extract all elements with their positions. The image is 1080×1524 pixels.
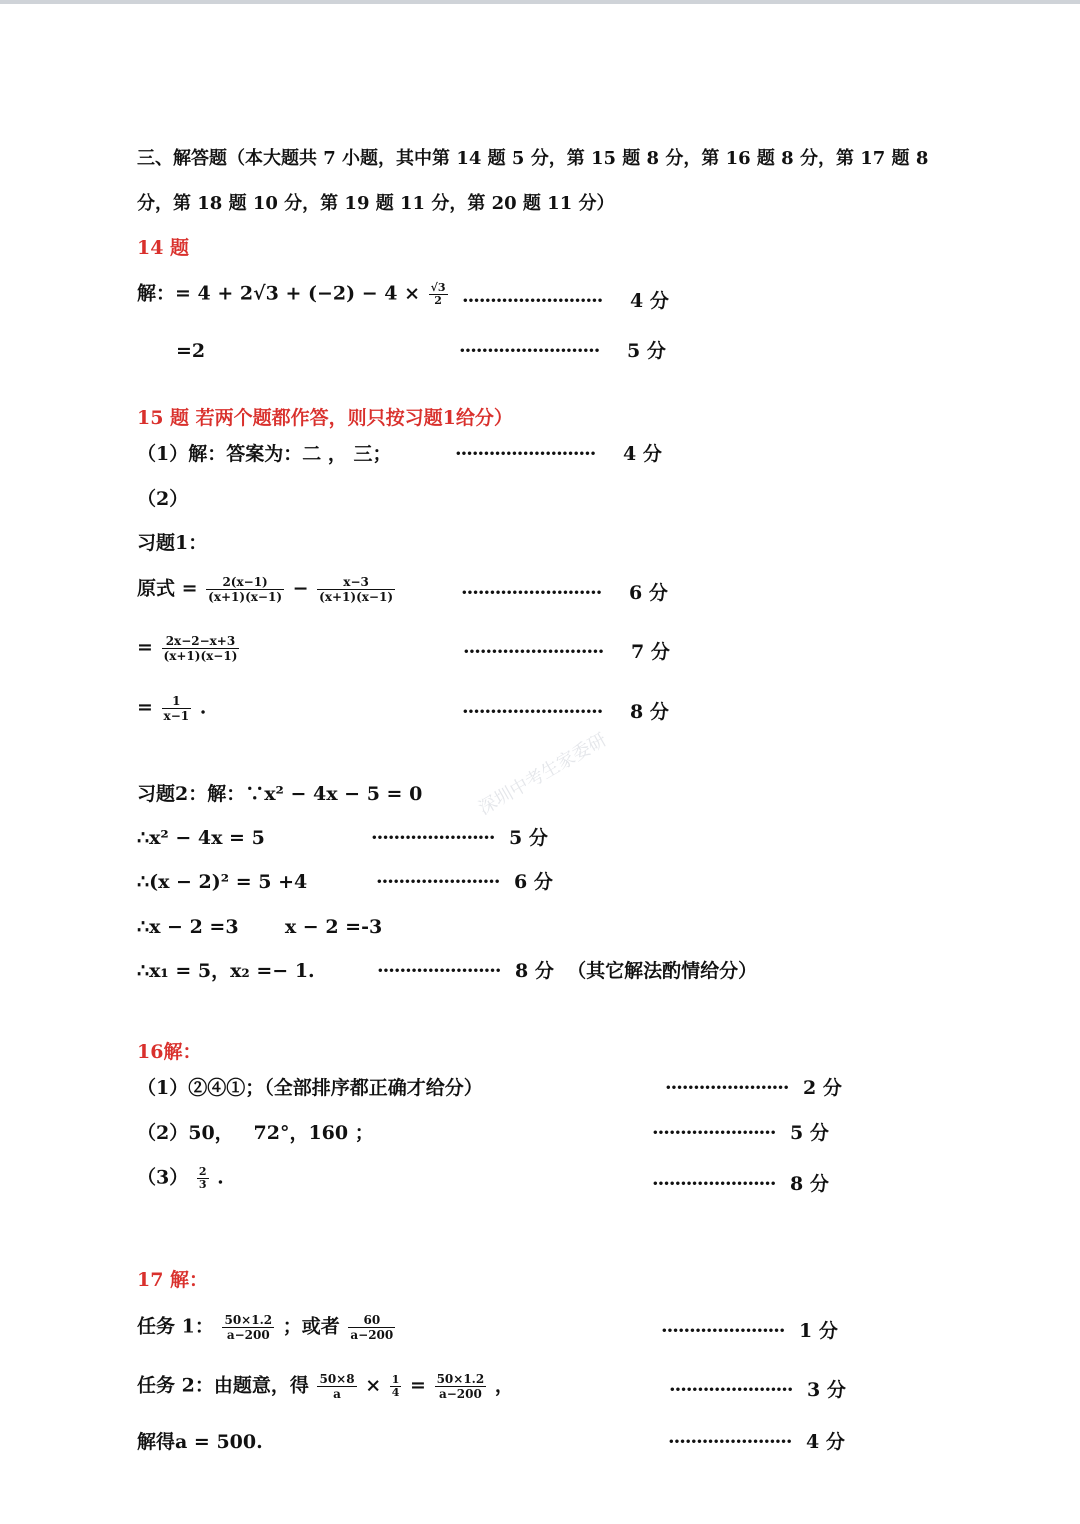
q17-task2-fraction1-num: 50×8 xyxy=(319,1372,355,1386)
q17-task3: 解得a = 500. xyxy=(137,1431,263,1453)
q17-task2-score: 3 分 xyxy=(807,1379,846,1401)
q16-part3 xyxy=(137,1166,224,1191)
q16-title: 16解： xyxy=(137,1041,202,1063)
q15-ex1-fraction3-den: (x+1)(x−1) xyxy=(163,649,238,663)
q17-task2-dots: ······················ xyxy=(669,1379,793,1401)
q15-ex1-step3-suffix: . xyxy=(199,696,207,719)
q15-ex1-fraction4-den: x−1 xyxy=(163,709,190,723)
q17-task1-fraction1-den: a−200 xyxy=(226,1328,270,1342)
q16-part3-dots: ······················ xyxy=(652,1173,776,1195)
q15-ex1-step2-dots: ························· xyxy=(463,641,604,663)
q15-ex2-step3-score: 6 分 xyxy=(514,871,553,893)
q15-ex1-step3-dots: ························· xyxy=(462,701,603,723)
q15-ex1-step2-score: 7 分 xyxy=(631,641,670,663)
section-header-line2: 分，第 18 题 10 分，第 19 题 11 分，第 20 题 11 分） xyxy=(137,193,615,214)
q15-ex1-fraction2-den: (x+1)(x−1) xyxy=(319,590,393,604)
q15-title: 15 题 若两个题都作答，则只按习题1给分） xyxy=(137,407,513,429)
q15-part1-score: 4 分 xyxy=(623,443,662,465)
q15-ex2-step5-score: 8 分 （其它解法酌情给分） xyxy=(515,960,758,982)
q14-step1-expr: 解：= 4 + 2√3 + (−2) − 4 × xyxy=(137,282,421,305)
q15-ex2-step5: ∴x₁ = 5，x₂ =− 1. xyxy=(137,960,315,982)
q15-ex1-fraction4-num: 1 xyxy=(162,694,192,709)
q17-task1-label: 任务 1： xyxy=(137,1315,214,1338)
q15-exercise1-label: 习题1： xyxy=(137,532,208,554)
q16-part3-suffix: . xyxy=(217,1166,224,1189)
q15-ex1-step2-prefix: = xyxy=(137,636,153,659)
q16-part3-fraction-den: 3 xyxy=(198,1178,207,1191)
q17-task2-times: × xyxy=(365,1374,382,1397)
q15-ex1-step1-prefix: 原式 = xyxy=(137,577,198,600)
q15-ex2-step1: 习题2：解：∵x² − 4x − 5 = 0 xyxy=(137,783,423,805)
q15-ex2-step3-dots: ······················ xyxy=(376,871,500,893)
q15-ex1-step1 xyxy=(137,575,397,604)
q15-ex1-fraction2 xyxy=(317,575,395,604)
q15-ex1-step2 xyxy=(137,634,241,663)
q17-task2-fraction2-num: 1 xyxy=(391,1373,400,1386)
q15-ex2-step5-dots: ······················ xyxy=(377,960,501,982)
top-border xyxy=(0,0,1080,4)
q14-step1 xyxy=(137,282,450,307)
q17-task2-fraction1-den: a xyxy=(333,1387,341,1401)
q16-part1: （1）②④①；（全部排序都正确才给分） xyxy=(137,1077,483,1099)
q16-part2-dots: ······················ xyxy=(652,1122,776,1144)
q17-task2-fraction3-num: 50×1.2 xyxy=(436,1372,485,1386)
q15-part1: （1）解：答案为：二 ， 三； xyxy=(137,443,392,465)
q17-title: 17 解： xyxy=(137,1269,209,1291)
q17-task1-fraction2 xyxy=(348,1313,395,1342)
q14-step2-score: 5 分 xyxy=(627,340,666,362)
q15-ex2-step3: ∴(x − 2)² = 5 +4 xyxy=(137,871,308,893)
q15-ex2-step4: ∴x − 2 =3 x − 2 =-3 xyxy=(137,916,383,938)
q15-part1-dots: ························· xyxy=(455,443,596,465)
q15-ex1-fraction4 xyxy=(162,694,192,723)
watermark-text: 深圳中考生家委研 xyxy=(475,729,611,820)
q17-task1-fraction2-den: a−200 xyxy=(350,1328,394,1342)
q17-task2-fraction2 xyxy=(390,1374,402,1399)
q14-step1-score: 4 分 xyxy=(630,290,669,312)
q16-part3-prefix: （3） xyxy=(137,1166,189,1189)
q16-part3-fraction-num: 2 xyxy=(198,1165,207,1178)
q17-task3-dots: ······················ xyxy=(668,1431,792,1453)
q15-ex2-step2: ∴x² − 4x = 5 xyxy=(137,827,265,849)
q17-task1-fraction2-num: 60 xyxy=(348,1313,395,1328)
q15-ex1-fraction1 xyxy=(206,575,284,604)
q17-task1-mid: ；或者 xyxy=(282,1315,340,1338)
q17-task2-fraction2-den: 4 xyxy=(391,1386,400,1399)
q14-fraction xyxy=(429,282,448,307)
q15-ex1-fraction1-den: (x+1)(x−1) xyxy=(208,590,282,604)
q15-ex1-step3-prefix: = xyxy=(137,696,153,719)
q16-part2-score: 5 分 xyxy=(790,1122,829,1144)
q17-task2-fraction3 xyxy=(435,1372,487,1401)
q15-ex1-fraction3 xyxy=(162,634,240,663)
q14-fraction-num: √3 xyxy=(430,281,446,294)
q17-task2-suffix: ， xyxy=(494,1374,514,1397)
q16-part1-dots: ······················ xyxy=(665,1077,789,1099)
q17-task2 xyxy=(137,1372,514,1401)
q17-task2-label: 任务 2：由题意，得 xyxy=(137,1374,309,1397)
q17-task1-dots: ······················ xyxy=(661,1320,785,1342)
q17-task1-fraction1 xyxy=(222,1313,274,1342)
q15-ex1-step1-dots: ························· xyxy=(461,582,602,604)
q16-part2: （2）50， 72°，160 ； xyxy=(137,1122,374,1144)
q17-task2-fraction3-den: a−200 xyxy=(438,1387,482,1401)
q15-part2-label: （2） xyxy=(137,488,189,510)
q15-ex1-fraction3-num: 2x−2−x+3 xyxy=(162,634,240,649)
q16-part1-score: 2 分 xyxy=(803,1077,842,1099)
q15-ex1-step3-score: 8 分 xyxy=(630,701,669,723)
q15-ex1-fraction2-num: x−3 xyxy=(317,575,395,590)
q14-step2-dots: ························· xyxy=(459,340,600,362)
q15-ex1-step3 xyxy=(137,694,206,723)
q14-step2: =2 xyxy=(176,340,206,362)
q14-fraction-den: 2 xyxy=(434,294,442,307)
q15-ex1-step1-score: 6 分 xyxy=(629,582,668,604)
q16-part3-fraction xyxy=(197,1166,209,1191)
q15-ex1-fraction1-num: 2(x−1) xyxy=(206,575,284,590)
q17-task3-score: 4 分 xyxy=(806,1431,845,1453)
q17-task2-fraction1 xyxy=(317,1372,356,1401)
q17-task1-score: 1 分 xyxy=(799,1320,838,1342)
q17-task1-fraction1-num: 50×1.2 xyxy=(224,1313,273,1327)
q14-title: 14 题 xyxy=(137,237,190,259)
q14-step1-dots: ························· xyxy=(462,290,603,312)
q17-task1 xyxy=(137,1313,397,1342)
q15-ex2-step2-score: 5 分 xyxy=(509,827,548,849)
q15-ex1-minus: − xyxy=(292,577,309,600)
q16-part3-score: 8 分 xyxy=(790,1173,829,1195)
section-header-line1: 三、解答题（本大题共 7 小题，其中第 14 题 5 分，第 15 题 8 分，第 16 题 8 分，第 17 题 8 xyxy=(137,148,929,169)
q15-ex2-step2-dots: ······················ xyxy=(371,827,495,849)
q17-task2-equals: = xyxy=(410,1374,426,1397)
